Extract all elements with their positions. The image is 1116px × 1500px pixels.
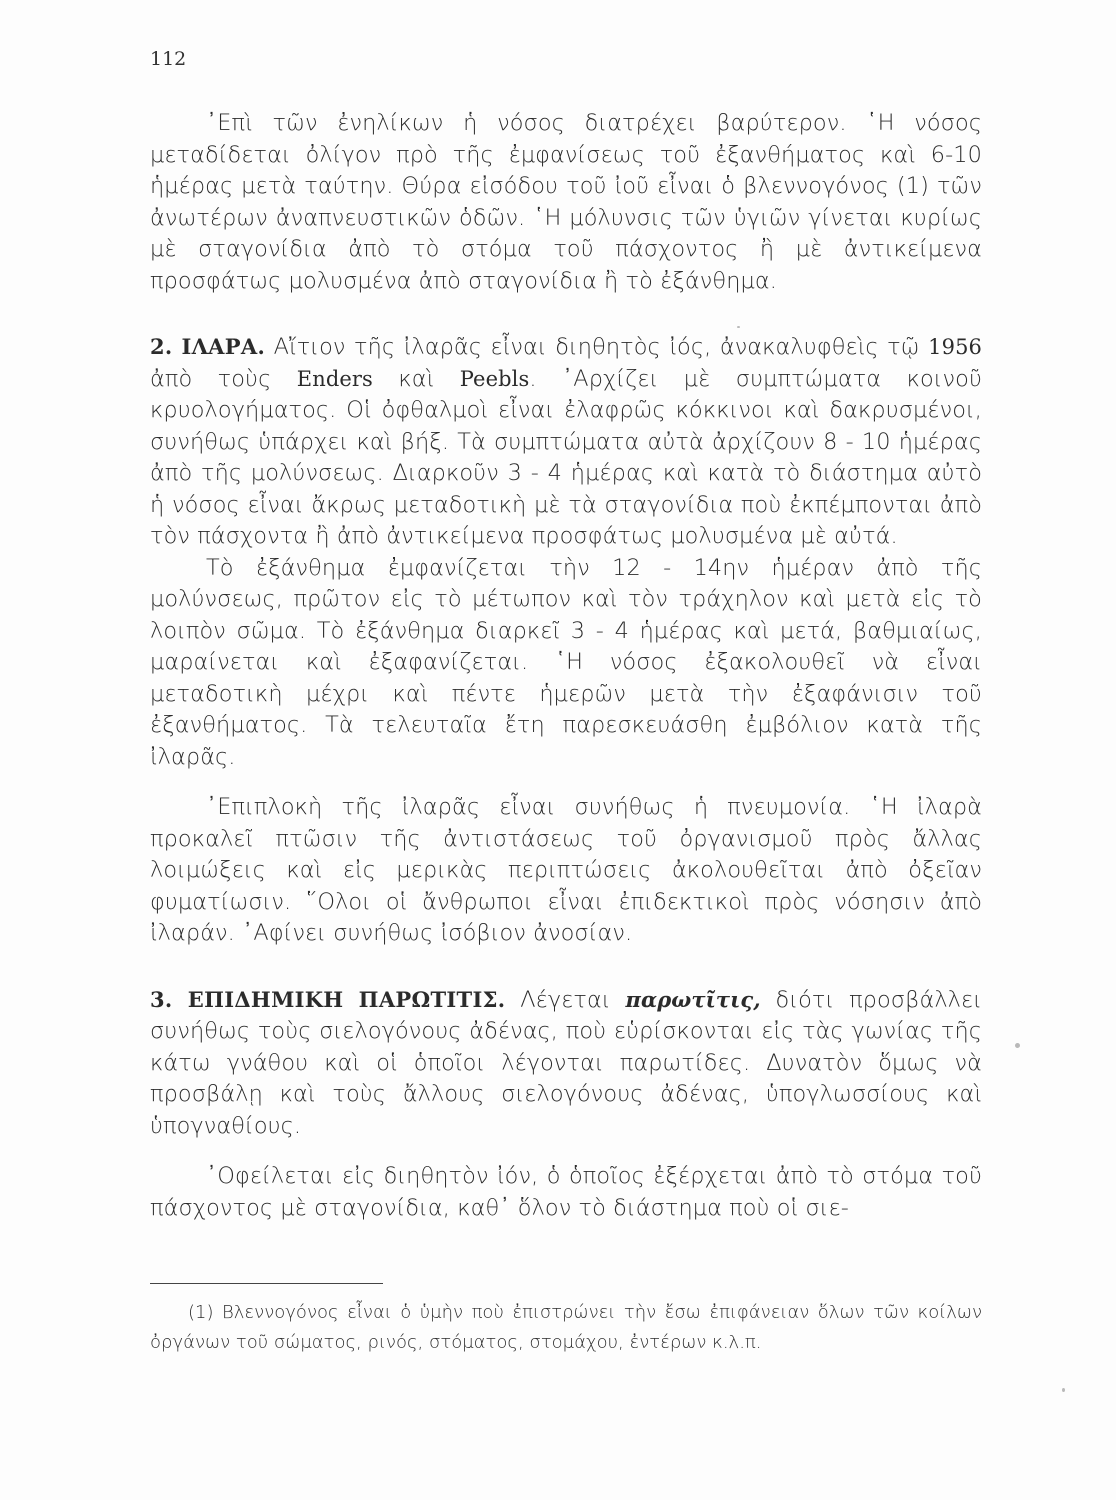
section-heading-measles: 2. ΙΛΑΡΑ. bbox=[150, 334, 266, 359]
mumps-text-b: διότι προσβάλλει συνήθως τοὺς σιελογόνους ἀδένας, ποὺ εὑρίσκονται εἰς τὰς γωνίας τῆς κάτω γνάθου καὶ οἱ ὁποῖοι λέγονται παρωτίδες. Δυνατὸν ὅμως νὰ προσβάλῃ καὶ τοὺς ἄλλους σιελογόνους ἀδένας, ὑπογλωσσίους καὶ ὑπογναθίους. bbox=[150, 986, 982, 1139]
section-heading-mumps: 3. ΕΠΙΔΗΜΙΚΗ ΠΑΡΩΤΙΤΙΣ. bbox=[150, 986, 506, 1012]
paragraph-measles-rash: Τὸ ἐξάνθημα ἐμφανίζεται τὴν 12 - 14ην ἡμέραν ἀπὸ τῆς μολύνσεως, πρῶτον εἰς τὸ μέτωπον καὶ τὸν τράχηλον καὶ μετὰ εἰς τὸ λοιπὸν σῶμα. Τὸ ἐξάνθημα διαρκεῖ 3 - 4 ἡμέρας καὶ μετά, βαθμιαίως, μαραίνεται καὶ ἐξαφανίζεται. ῾Η νόσος ἐξακολουθεῖ νὰ εἶναι μεταδοτικὴ μέχρι καὶ πέντε ἡμερῶν μετὰ τὴν ἐξαφάνισιν τοῦ ἐξανθήματος. Τὰ τελευταῖα ἔτη παρεσκευάσθη ἐμβόλιον κατὰ τῆς ἰλαρᾶς. bbox=[150, 554, 982, 770]
measles-name-peebls: Peebls bbox=[459, 366, 530, 391]
paragraph-adults-transmission: ᾿Επὶ τῶν ἐνηλίκων ἡ νόσος διατρέχει βαρύτερον. ῾Η νόσος μεταδίδεται ὀλίγον πρὸ τῆς ἐμφανίσεως τοῦ ἐξανθήματος καὶ 6-10 ἡμέρας μετὰ ταύτην. Θύρα εἰσόδου τοῦ ἰοῦ εἶναι ὁ βλεννογόνος (1) τῶν ἀνωτέρων ἀναπνευστικῶν ὁδῶν. ῾Η μόλυνσις τῶν ὑγιῶν γίνεται κυρίως μὲ σταγονίδια ἀπὸ τὸ στόμα τοῦ πάσχοντος ἢ μὲ ἀντικείμενα προσφάτως μολυσμένα ἀπὸ σταγονίδια ἢ τὸ ἐξάνθημα. bbox=[150, 110, 982, 294]
mumps-text-a: Λέγεται bbox=[505, 986, 626, 1013]
footnote-divider bbox=[150, 1283, 383, 1284]
paper-speck bbox=[737, 326, 740, 328]
measles-name-enders: Enders bbox=[296, 366, 373, 391]
paragraph-measles-complications: ᾿Επιπλοκὴ τῆς ἰλαρᾶς εἶναι συνήθως ἡ πνευμονία. ῾Η ἰλαρὰ προκαλεῖ πτῶσιν τῆς ἀντιστάσεως τοῦ ὀργανισμοῦ πρὸς ἄλλας λοιμώξεις καὶ εἰς μερικὰς περιπτώσεις ἀκολουθεῖται ἀπὸ ὀξεῖαν φυματίωσιν. ῞Ολοι οἱ ἄνθρωποι εἶναι ἐπιδεκτικοὶ πρὸς νόσησιν ἀπὸ ἰλαράν. ᾿Αφίνει συνήθως ἰσόβιον ἀνοσίαν. bbox=[150, 794, 982, 946]
paper-speck bbox=[1062, 1388, 1065, 1392]
measles-text-c: καὶ bbox=[372, 365, 460, 392]
measles-text-a: Αἴτιον τῆς ἰλαρᾶς εἶναι διηθητὸς ἰός, ἀνακαλυφθεὶς τῷ bbox=[265, 334, 929, 360]
mumps-emphasis-term: παρωτῖτις, bbox=[625, 986, 761, 1012]
footnote: (1) Βλεννογόνος εἶναι ὁ ὑμὴν ποὺ ἐπιστρώνει τὴν ἔσω ἐπιφάνειαν ὅλων τῶν κοίλων ὀργάνων τοῦ σώματος, ρινός, στόματος, στομάχου, ἐντέρων κ.λ.π. bbox=[150, 1302, 982, 1353]
measles-text-d: . ᾿Αρχίζει μὲ συμπτώματα κοινοῦ κρυολογήματος. Οἱ ὀφθαλμοὶ εἶναι ἐλαφρῶς κόκκινοι καὶ δακρυσμένοι, συνήθως ὑπάρχει καὶ βήξ. Τὰ συμπτώματα αὐτὰ ἀρχίζουν 8 - 10 ἡμέρας ἀπὸ τῆς μολύνσεως. Διαρκοῦν 3 - 4 ἡμέρας καὶ κατὰ τὸ διάστημα αὐτὸ ἡ νόσος εἶναι ἄκρως μεταδοτικὴ μὲ τὰ σταγονίδια ποὺ ἐκπέμπονται ἀπὸ τὸν πάσχοντα ἢ ἀπὸ ἀντικείμενα προσφάτως μολυσμένα μὲ αὐτά. bbox=[150, 365, 982, 549]
paragraph-mumps-cause: ᾿Οφείλεται εἰς διηθητὸν ἰόν, ὁ ὁποῖος ἐξέρχεται ἀπὸ τὸ στόμα τοῦ πάσχοντος μὲ σταγονίδια, καθ᾿ ὅλον τὸ διάστημα ποὺ οἱ σιε- bbox=[150, 1163, 982, 1221]
section-mumps bbox=[150, 984, 982, 1143]
section-measles bbox=[150, 331, 982, 553]
paper-speck bbox=[1015, 1043, 1020, 1048]
page-number: 112 bbox=[150, 48, 187, 70]
body-text bbox=[150, 108, 982, 1224]
measles-text-b: ἀπὸ τοὺς bbox=[150, 365, 297, 392]
measles-year: 1956 bbox=[928, 335, 982, 359]
